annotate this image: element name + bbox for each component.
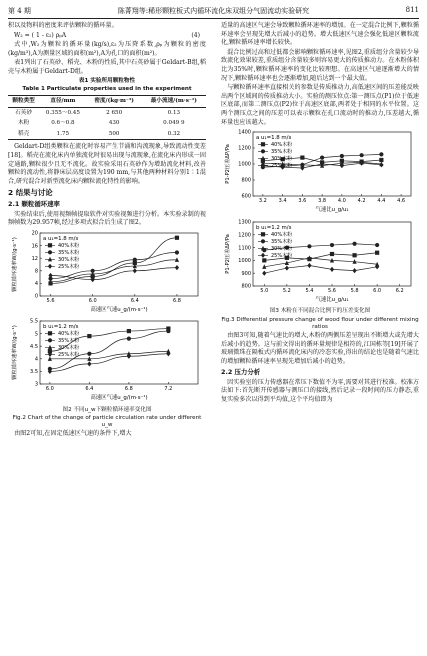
y-axis-label: 颗粒循环速率W/(g·s⁻¹) <box>12 325 18 381</box>
y-tick-label: 16 <box>31 242 38 249</box>
x-tick-label: 6.8 <box>124 386 133 393</box>
legend-label: 30%木粉 <box>271 156 293 163</box>
legend-label: 35%木粉 <box>58 249 80 256</box>
x-tick-label: 4.2 <box>357 198 366 205</box>
data-point-circle <box>360 153 364 157</box>
x-tick-label: 6.4 <box>85 386 94 393</box>
y-tick-label: 600 <box>241 193 251 200</box>
issue-number: 第 4 期 <box>8 7 31 15</box>
figure-2-caption-cn: 图2 不同u_w下颗粒循环速率变化图 <box>62 406 152 413</box>
data-point-circle <box>379 152 383 156</box>
y-tick-label: 8 <box>34 268 38 275</box>
legend-label: 25%木粉 <box>271 252 293 259</box>
data-point-square <box>375 250 379 254</box>
page-header <box>8 4 419 19</box>
data-point-diamond <box>127 354 131 359</box>
y-tick-label: 1000 <box>238 257 251 264</box>
y-tick-label: 3 <box>34 381 38 388</box>
y-tick-label: 1000 <box>238 161 251 168</box>
x-tick-label: 6.0 <box>88 297 97 304</box>
subsection-heading: 2.1 颗粒循环速率 <box>8 199 60 208</box>
y-tick-label: 800 <box>241 283 251 290</box>
y-tick-label: 20 <box>31 230 38 237</box>
legend-label: 30%木粉 <box>271 245 293 252</box>
data-point-square <box>175 235 179 239</box>
y-axis-label: P1-P2压差ΔP/Pa <box>225 144 231 184</box>
data-point-diamond <box>261 252 265 257</box>
equation-4 <box>8 32 206 41</box>
data-point-square <box>48 243 52 247</box>
data-point-circle <box>87 352 91 356</box>
table-title-cn: 表1 实验所用颗粒物性 <box>78 77 136 84</box>
data-point-diamond <box>175 265 179 270</box>
data-point-circle <box>48 250 52 254</box>
data-point-diamond <box>330 266 334 271</box>
paragraph: 由图2可知,在固定低速区气速的条件下,增大 <box>14 430 132 438</box>
series-line <box>264 258 377 267</box>
table-row <box>8 107 206 118</box>
table-cell: 0.6～0.8 <box>51 120 75 127</box>
legend-label: 25%木粉 <box>58 352 80 359</box>
x-axis-label: 高速区气速u_g/(m·s⁻¹) <box>90 306 148 313</box>
table-cell: 0.13 <box>167 109 181 116</box>
x-axis-label: 高速区气速u_g/(m·s⁻¹) <box>90 395 148 402</box>
figure-3-caption-en: Fig.3 Differential pressure change of wood flour under different mixing ratios <box>221 316 419 330</box>
data-point-circle <box>320 156 324 160</box>
x-tick-label: 5.4 <box>305 287 314 294</box>
x-tick-label: 6.8 <box>172 297 181 304</box>
y-tick-label: 12 <box>31 255 38 262</box>
table-cell: 2 650 <box>106 109 123 116</box>
x-tick-label: 3.2 <box>258 198 267 205</box>
data-point-diamond <box>48 263 52 268</box>
table-cell: 木粉 <box>17 120 30 127</box>
x-axis-label: 气速比u_g/u₁ <box>315 207 349 214</box>
data-point-square <box>330 252 334 256</box>
page-number: 811 <box>405 6 419 14</box>
data-point-circle <box>352 241 356 245</box>
y-tick-label: 800 <box>241 177 251 184</box>
figure-2a-chart <box>8 229 206 314</box>
equation-body: W₂ = ( 1 - ε₂) ρₚA <box>14 31 67 39</box>
table-cell: 500 <box>108 130 120 137</box>
data-point-circle <box>261 239 265 243</box>
data-point-circle <box>133 257 137 261</box>
figure-3-caption-cn: 图3 木粉在不同混合比例下的压差变化图 <box>269 308 371 315</box>
y-tick-label: 1100 <box>238 245 251 252</box>
table-cell: 石英砂 <box>15 109 32 116</box>
data-point-diamond <box>285 265 289 270</box>
panel-label: b u₁=1.2 m/s <box>43 324 79 331</box>
x-tick-label: 3.4 <box>278 198 287 205</box>
legend-label: 25%木粉 <box>271 163 293 170</box>
x-tick-label: 6.0 <box>373 287 382 294</box>
legend-label: 30%木粉 <box>58 345 80 352</box>
legend-label: 40%木粉 <box>58 331 80 338</box>
x-tick-label: 6.4 <box>130 297 139 304</box>
paragraph: Geldart-D组类颗粒在流化时容易产生节涌和沟流现象,导致流动性变差[18]。稻壳在流化床内单独流化时很易出现与流现象,在流化床内形成一固定通路,颗粒很少且无不流化。故实验采用石英砂作为增助流化材料,改善颗粒的流动性,将静床层高度设置为190 mm,与其他两种材料分别1∶1混合,研究混合对新型流化床内颗粒流化特性的影响。 <box>8 143 206 185</box>
y-tick-label: 900 <box>241 270 251 277</box>
table-header: 最小流速/(m·s⁻¹) <box>150 97 197 104</box>
particle-properties-table <box>8 95 206 140</box>
data-point-circle <box>307 244 311 248</box>
data-point-diamond <box>379 162 383 167</box>
data-point-diamond <box>352 268 356 273</box>
subsection-heading: 2.2 压力分析 <box>221 368 261 377</box>
table-header: 颗粒类型 <box>12 97 35 104</box>
table-row <box>8 118 206 129</box>
legend-label: 40%木粉 <box>271 231 293 238</box>
x-tick-label: 4.4 <box>377 198 386 205</box>
table-title-en: Table 1 Particulate properties used in the experiment <box>22 85 192 92</box>
y-tick-label: 1400 <box>238 129 251 136</box>
figure-3a-chart <box>221 128 419 214</box>
x-tick-label: 6.0 <box>45 386 54 393</box>
figure-3b-chart <box>221 218 419 304</box>
data-point-square <box>48 331 52 335</box>
legend-label: 35%木粉 <box>58 338 80 345</box>
paragraph: 积以及物料的密度来评估颗粒的循环量。 <box>8 22 118 29</box>
series-line <box>264 265 377 273</box>
x-axis-label: 气速比u_g/u₁ <box>315 296 349 303</box>
y-axis-label: 颗粒循环速率W/(g·s⁻¹) <box>12 236 18 292</box>
data-point-diamond <box>87 362 91 367</box>
data-point-circle <box>175 250 179 254</box>
data-point-diamond <box>166 351 170 356</box>
data-point-square <box>127 329 131 333</box>
paragraph: 表1列出了石英砂、稻壳、木粉的性质,其中石英砂属于Geldart-B组,稻壳与木粉属于Geldart-D组。 <box>8 59 206 75</box>
data-point-square <box>87 334 91 338</box>
data-point-circle <box>375 243 379 247</box>
x-tick-label: 3.6 <box>298 198 307 205</box>
y-axis-label: P1-P2压差ΔP/Pa <box>225 233 231 274</box>
legend-label: 40%木粉 <box>58 242 80 249</box>
table-cell: 430 <box>108 120 120 127</box>
y-tick-label: 4 <box>34 280 38 287</box>
table-cell: 0.32 <box>167 130 181 137</box>
y-tick-label: 1200 <box>238 145 251 152</box>
paragraph: 由图3可知,随着气速比的增大,木粉的两侧压差呈现出不断增大或先增大后减小的趋势。这与前文得出的循环量规律是相符的,江国栋等[19]开展了玻璃微珠在隔板式内循环流化床内的冷态实验,得出的结论也是随着气速比的增加颗粒循环速率呈现先增加后减小的趋势。 <box>221 331 419 365</box>
x-tick-label: 5.6 <box>46 297 55 304</box>
panel-label: a u₁=1.8 m/s <box>256 135 292 142</box>
y-tick-label: 1300 <box>238 219 251 226</box>
y-tick-label: 4.5 <box>30 344 38 351</box>
data-point-square <box>379 158 383 162</box>
table-cell: 稻壳 <box>17 130 30 137</box>
panel-label: b u₁=1.2 m/s <box>256 224 292 231</box>
y-tick-label: 3.5 <box>30 369 38 376</box>
table-cell: 0.355～0.45 <box>45 109 80 116</box>
table-row <box>8 129 206 140</box>
x-tick-label: 3.8 <box>318 198 327 205</box>
table-header: 直径/mm <box>50 97 76 104</box>
y-tick-label: 5.5 <box>30 318 38 325</box>
legend-label: 35%木粉 <box>271 149 293 156</box>
figure-2b-chart <box>8 317 206 402</box>
data-point-circle <box>127 337 131 341</box>
data-point-diamond <box>340 163 344 168</box>
x-tick-label: 4.0 <box>337 198 346 205</box>
section-heading: 2 结果与讨论 <box>8 188 53 198</box>
table-cell: 1.75 <box>56 130 70 137</box>
data-point-circle <box>330 243 334 247</box>
x-tick-label: 6.2 <box>395 287 404 294</box>
data-point-square <box>300 156 304 160</box>
x-tick-label: 7.2 <box>164 386 173 393</box>
running-title: 陈菁翔等:稀形颗粒板式内循环流化床双组分气固流动实验研究 <box>117 7 310 15</box>
table-cell: 0.049 9 <box>163 120 185 127</box>
legend-label: 30%木粉 <box>58 256 80 263</box>
left-column <box>8 22 206 440</box>
data-point-circle <box>166 329 170 333</box>
paragraph: 式中,W₂为颗粒的循环量(kg/s),ε₂为压降系数,ρₚ为颗粒的密度(kg/m³),A为测量区域的面积(m²),A为孔口的面积(m²)。 <box>8 41 206 57</box>
data-point-circle <box>48 338 52 342</box>
paragraph: 实验结束后,使用视频帧提取软件对实验视频进行分析。本实验录制的视频帧数为29.957帧,经过多项式拟合后生成了图2。 <box>8 210 206 227</box>
data-point-diamond <box>262 270 266 275</box>
data-point-square <box>261 232 265 236</box>
paragraph: 适量的高速区气速会导致颗粒循环速率的增加。在一定混合比例下,颗粒循环速率会呈现先增大后减小的趋势。增大低速区气速会强化低速区颗粒流化,颗粒循环速率增长较快。 <box>221 22 419 47</box>
y-tick-label: 1200 <box>238 232 251 239</box>
figure-2-caption-en: Fig.2 Chart of the change of particle circulation rate under different u_w <box>12 415 202 429</box>
data-point-circle <box>340 154 344 158</box>
data-point-diamond <box>133 268 137 273</box>
table-header: 密度/(kg·m⁻³) <box>94 97 134 104</box>
data-point-square <box>261 142 265 146</box>
equation-number: (4) <box>191 31 200 39</box>
y-tick-label: 4 <box>34 356 38 363</box>
paragraph: 与颗粒循环速率直接相关的参数是传质推动力,高低速区间的压差能反映出两个区域间的传质推动大小。实验的测压位点:第一测压点(P1)位于低速区底部,而第二测压点(P2)位于高速区底部,两者处于相同的水平位置。这两个测压点之间的压差可以表示颗粒在孔口流动时的推动力,压差越大,循环量也应该越大。 <box>221 84 419 126</box>
x-tick-label: 5.8 <box>350 287 359 294</box>
legend-label: 35%木粉 <box>271 238 293 245</box>
data-point-diamond <box>307 263 311 268</box>
legend-label: 40%木粉 <box>271 142 293 149</box>
x-tick-label: 5.6 <box>328 287 336 294</box>
y-tick-label: 0 <box>34 293 38 300</box>
panel-label: a u₁=1.8 m/s <box>43 235 79 242</box>
paragraph: 混合比例过高和过低都会影响颗粒循环速率,见图2,重质组分含量较少导致流化效果较差,重质组分含量较多则容易更大的传质推动力。在木粉体积比为35%时,颗粒循环速率的变化比较理想。在高速区气速逐渐增大的情况下,颗粒循环速率也会逐渐增加,随后达到一个最大值。 <box>221 48 419 82</box>
right-column <box>221 22 419 406</box>
x-tick-label: 5.2 <box>282 287 291 294</box>
data-point-square <box>352 253 356 257</box>
paragraph: 因实验室的压力传感器在常压下数值不为零,需要对其进行校准。校准方法如下:首先断开传感器与测压口的接线,然后记录一段时间的压力静态,重复实验多次以得到平均值,这个平均值即为 <box>221 378 419 404</box>
y-tick-label: 5 <box>34 331 38 338</box>
legend-label: 25%木粉 <box>58 263 80 270</box>
data-point-square <box>262 258 266 262</box>
data-point-circle <box>261 149 265 153</box>
x-tick-label: 5.0 <box>260 287 269 294</box>
x-tick-label: 4.6 <box>397 198 406 205</box>
